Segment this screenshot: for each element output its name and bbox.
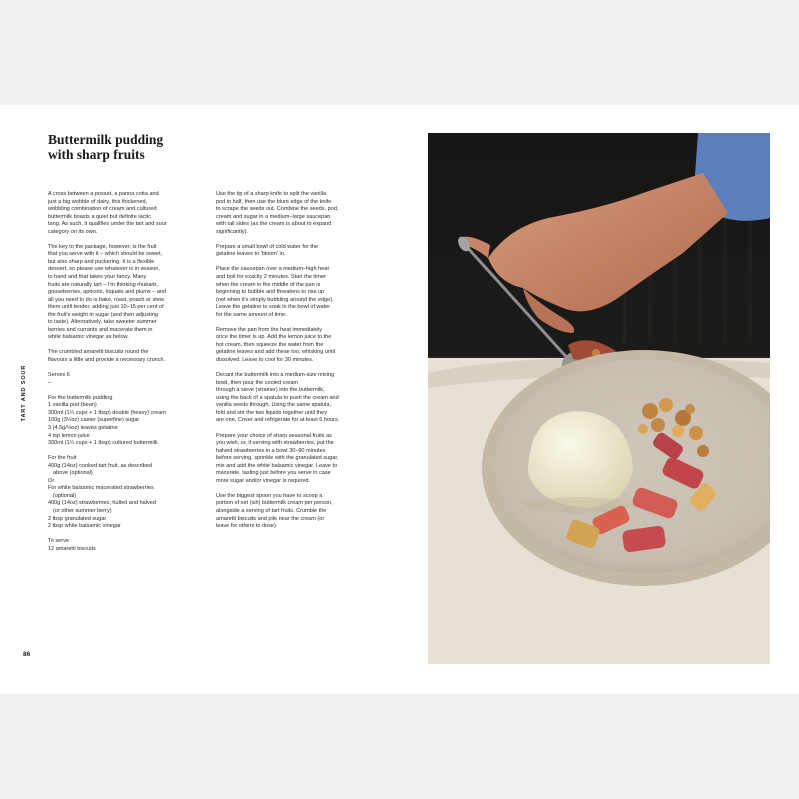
text-line: gelatine leaves and add these too, whisking until (216, 349, 336, 356)
text-line: but also sharp and puckering. It is a flexible (48, 258, 155, 265)
text-line: them until tender, adding just 10–15 per cent of (48, 304, 164, 311)
text-line: Decant the buttermilk into a medium-size mixing (216, 372, 335, 379)
text-line: amaretti biscuits and pile near the cream (or (216, 515, 325, 522)
text-line: 4 tsp lemon juice (48, 432, 90, 439)
text-line: wobbling combination of cream and cultured (48, 206, 157, 213)
text-line: fold and stir the two liquids together until they (216, 409, 328, 416)
text-line: before serving, sprinkle with the granulated sugar, (216, 455, 339, 462)
recipe-title-line: Buttermilk pudding (48, 132, 164, 147)
text-line: For the buttermilk pudding (48, 394, 113, 401)
paragraph (48, 395, 208, 448)
text-line: dissolved. Leave to cool for 30 minutes. (216, 357, 314, 364)
text-line: – (48, 379, 52, 386)
text-line: A cross between a posset, a panna cotta and (48, 191, 159, 197)
text-line: 1 vanilla pod (bean) (48, 402, 97, 409)
text-line: 400g (14oz) strawberries, hulled and halved (48, 500, 156, 507)
text-line: leave for others to dose). (216, 523, 278, 530)
text-line: are one. Cover and refrigerate for at least 6 hours. (216, 417, 340, 424)
text-line: (optional) (53, 492, 77, 499)
text-line: Remove the pan from the heat immediately (216, 326, 323, 333)
paragraph (216, 244, 376, 259)
text-line: flavours a little and provide a necessary crunch. (48, 357, 166, 364)
paragraph (216, 493, 376, 531)
text-line: The crumbled amaretti biscuits round the (48, 349, 149, 356)
text-line: using the back of a spatula to push the cream and (216, 394, 339, 401)
text-line: Serves 6 (48, 372, 70, 379)
text-line: 100g (3½oz) caster (superfine) sugar (48, 417, 140, 424)
paragraph (48, 349, 208, 364)
paragraph (48, 244, 208, 342)
text-line: Prepare a small bowl of cold water for the (216, 243, 319, 250)
text-line: For the fruit (48, 455, 77, 462)
text-line: above (optional) (53, 470, 93, 477)
text-line: the fruit's weight in sugar (and then adjusting (48, 311, 158, 318)
text-line: beginning to bubble and threatens to rise up (216, 289, 325, 296)
text-line: The key to the package, however, is the fruit (48, 243, 157, 250)
text-line: 300ml (1¼ cups + 1 tbsp) double (heavy) cream (48, 409, 166, 416)
text-line: macerate, tasting just before you serve in case (216, 470, 331, 477)
text-line: mix and add the white balsamic vinegar. Leave to (216, 462, 338, 469)
text-line: halved strawberries in a bowl 30–90 minutes (216, 447, 326, 454)
text-line: with tall sides (as the cream is about to expand (216, 221, 332, 228)
text-line: Prepare your choice of sharp seasonal fruits as (216, 432, 332, 439)
paragraph (216, 327, 376, 365)
text-line: to scrape the seeds out. Combine the seeds, pod, (216, 206, 339, 213)
text-line: just a big wobble of dairy, this thickened, (48, 198, 148, 205)
chapter-side-label (14, 353, 34, 433)
intro-and-ingredients-column (48, 191, 208, 561)
paragraph (48, 372, 208, 387)
recipe-title-line: with sharp fruits (48, 147, 145, 162)
text-line: that you serve with it – which should be sweet, (48, 251, 163, 258)
text-line: gooseberries, apricots, loquats and plums – and (48, 289, 167, 296)
text-line: dessert, so please use whatever is in season, (48, 266, 160, 273)
text-line: cream and sugar in a medium–large saucepan (216, 213, 331, 220)
text-line: portion of set (ish) buttermilk cream per person, (216, 500, 333, 507)
paragraph (48, 455, 208, 530)
text-line: vanilla seeds through. Using the same spatula, (216, 402, 332, 409)
text-line: to taste). Alternatively, take sweeter summer (48, 319, 157, 326)
paragraph (48, 538, 208, 553)
text-line: gelatine leaves to 'bloom' in. (216, 251, 286, 258)
text-line: bowl, then pour the cooled cream (216, 379, 299, 386)
text-line: For white balsamic macerated strawberries (48, 485, 154, 492)
text-line: you wish, or, if serving with strawberries, put the (216, 440, 334, 447)
paragraph (216, 266, 376, 319)
text-line: Place the saucepan over a medium–high heat (216, 266, 329, 273)
text-line: Leave the gelatine to soak in the bowl of water (216, 304, 331, 311)
chapter-label-text: TART AND SOUR (21, 364, 27, 422)
text-line: Use the tip of a sharp knife to split the vanilla (216, 191, 327, 197)
book-page (0, 105, 799, 694)
text-line: Or (48, 477, 55, 484)
text-line: (not when it's simply bubbling around the edge). (216, 296, 334, 303)
text-line: to hand and that takes your fancy. Many (48, 274, 147, 281)
text-line: 300ml (1¼ cups + 1 tbsp) cultured buttermilk (48, 440, 158, 447)
text-line: To serve (48, 538, 69, 545)
paragraph (216, 372, 376, 425)
text-line: through a sieve (strainer) into the buttermilk, (216, 387, 325, 394)
text-line: 12 amaretti biscuits (48, 545, 96, 552)
text-line: significantly). (216, 228, 249, 235)
text-line: Use the biggest spoon you have to scoop a (216, 492, 323, 499)
paragraph (48, 191, 208, 236)
text-line: pod in half, then use the blunt edge of the knife (216, 198, 332, 205)
text-line: and boil for exactly 2 minutes. Start the timer (216, 274, 326, 281)
text-line: more sugar and/or vinegar is required. (216, 477, 311, 484)
text-line: 2 tbsp granulated sugar (48, 515, 107, 522)
text-line: white balsamic vinegar as below. (48, 334, 129, 341)
text-line: hot cream, then squeeze the water from the (216, 341, 324, 348)
text-line: buttermilk boasts a quiet but definite lactic (48, 213, 151, 220)
text-line: when the cream in the middle of the pan is (216, 281, 321, 288)
paragraph (216, 433, 376, 486)
method-column (216, 191, 376, 538)
text-line: (or other summer berry) (53, 507, 112, 514)
text-line: tang. As such, it qualifies under the tart and sour (48, 221, 167, 228)
dessert-photo (428, 133, 770, 664)
paragraph (216, 191, 376, 236)
page-number: 86 (23, 651, 31, 658)
text-line: category on its own. (48, 228, 98, 235)
text-line: fruits are naturally tart – I'm thinking rhubarb, (48, 281, 158, 288)
text-line: berries and currants and macerate them in (48, 326, 153, 333)
recipe-title (48, 132, 163, 162)
text-line: all you need to do is bake, roast, poach or stew (48, 296, 164, 303)
text-line: once the timer is up. Add the lemon juice to the (216, 334, 332, 341)
text-line: alongside a serving of tart fruits. Crumble the (216, 507, 327, 514)
text-line: 2 tbsp white balsamic vinegar (48, 523, 121, 530)
text-line: 3 (4.5g/⅛oz) leaves gelatine (48, 424, 118, 431)
text-line: 400g (14oz) cooked tart fruit, as described (48, 462, 152, 469)
text-line: for the same amount of time. (216, 311, 287, 318)
